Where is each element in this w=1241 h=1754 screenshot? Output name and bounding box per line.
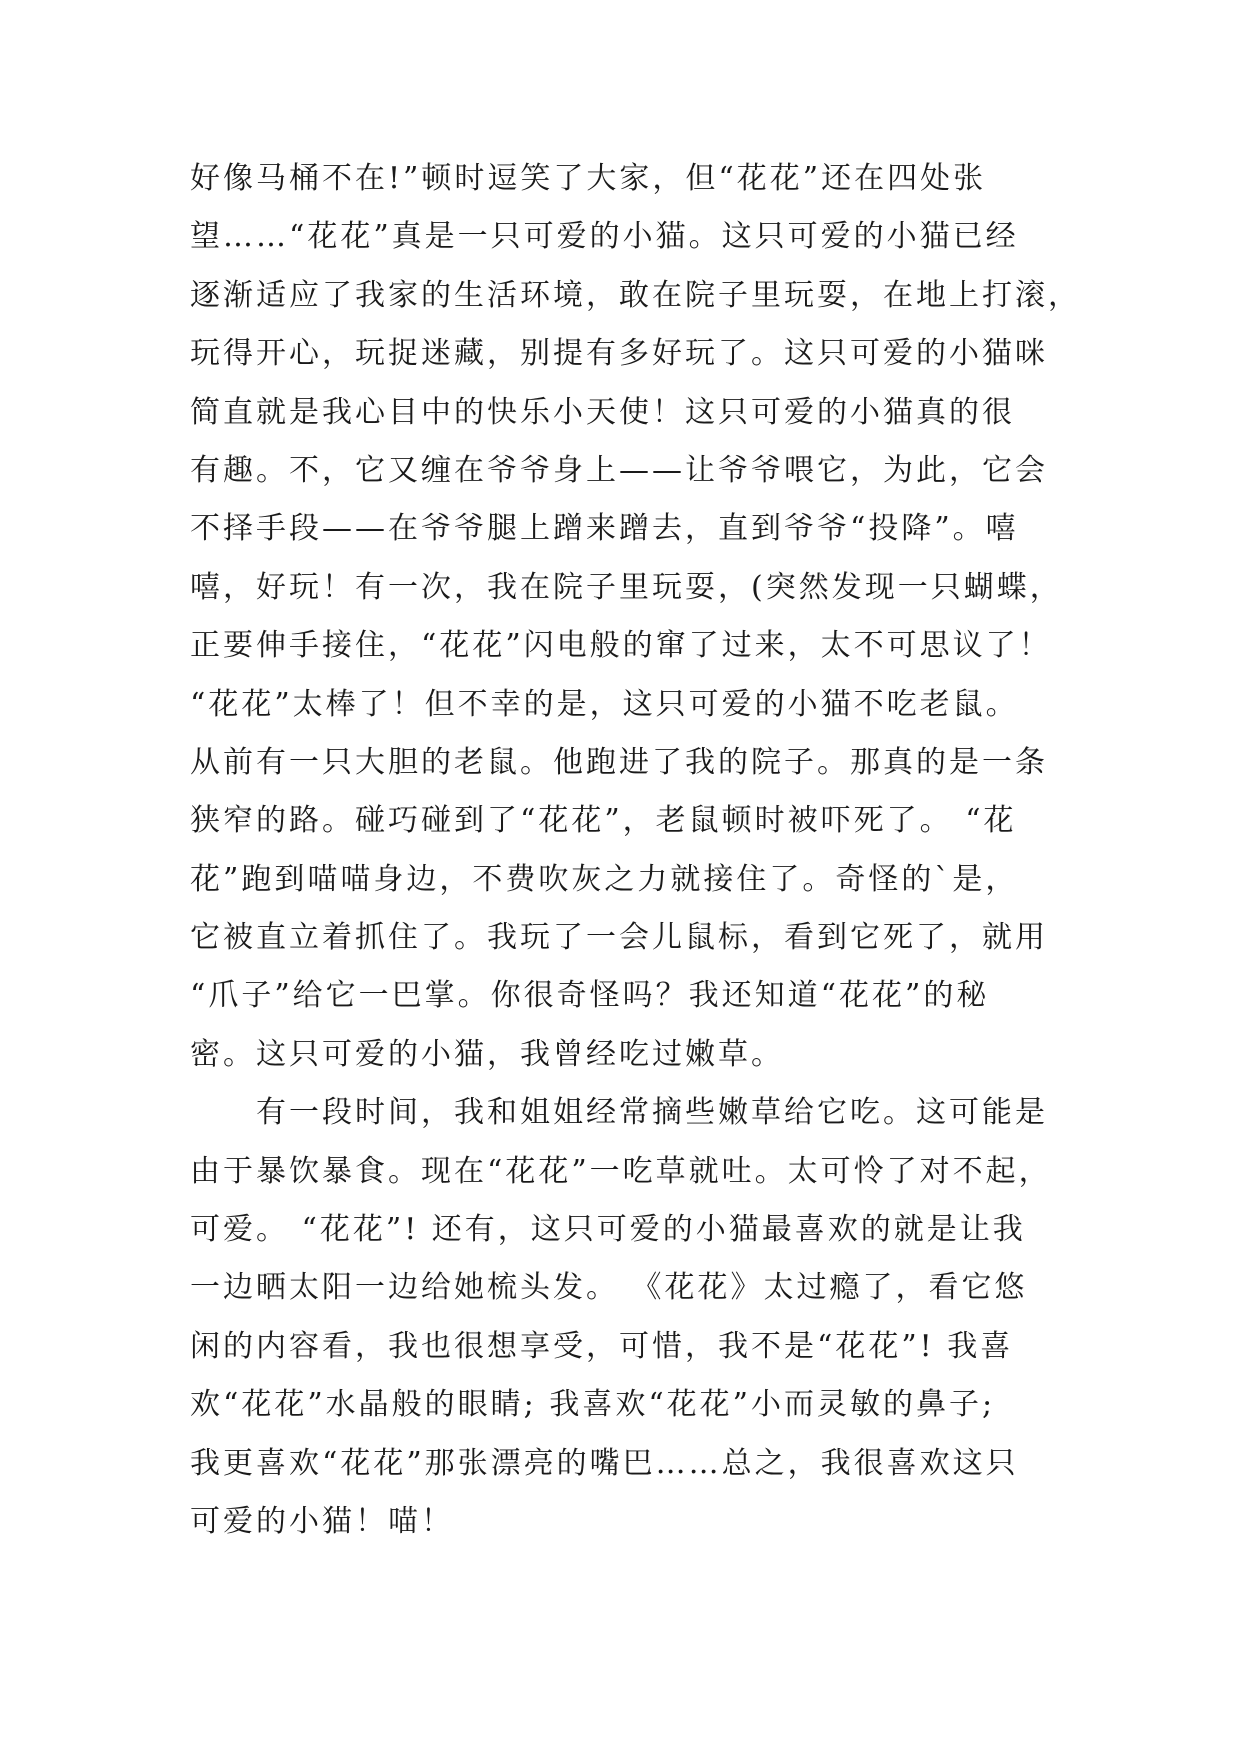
text-line: 可爱的小猫！喵！	[190, 1503, 454, 1539]
text-line: 闲的内容看，我也很想享受，可惜，我不是“花花”! 我喜	[190, 1328, 1014, 1364]
text-line: 好像马桶不在!”顿时逗笑了大家，但“花花”还在四处张	[190, 161, 987, 196]
text-line: 可爱。 “花花”! 还有，这只可爱的小猫最喜欢的就是让我	[190, 1212, 1026, 1248]
text-line: 一边晒太阳一边给她梳头发。 《花花》太过瘾了，看它悠	[190, 1270, 1028, 1306]
text-line: “爪子”给它一巴掌。你很奇怪吗？我还知道“花花”的秘	[190, 978, 990, 1014]
essay-text	[190, 150, 1090, 1551]
text-line: 密。这只可爱的小猫，我曾经吃过嫩草。	[190, 1036, 784, 1072]
text-line: “花花”太棒了！但不幸的是，这只可爱的小猫不吃老鼠。	[190, 686, 1019, 722]
text-line: 花”跑到喵喵身边，不费吹灰之力就接住了。奇怪的`是，	[190, 861, 1019, 897]
text-line: 有趣。不，它又缠在爷爷身上——让爷爷喂它，为此，它会	[190, 452, 1048, 488]
text-line: 欢“花花”水晶般的眼睛; 我喜欢“花花”小而灵敏的鼻子;	[190, 1387, 996, 1423]
text-line: 正要伸手接住，“花花”闪电般的窜了过来，太不可思议了！	[190, 628, 1052, 664]
text-line: 玩得开心，玩捉迷藏，别提有多好玩了。这只可爱的小猫咪	[190, 336, 1048, 372]
text-line: 不择手段——在爷爷腿上蹭来蹭去，直到爷爷“投降”。嘻	[190, 511, 1019, 547]
text-line: 望……“花花”真是一只可爱的小猫。这只可爱的小猫已经	[190, 219, 1019, 255]
text-line: 由于暴饮暴食。现在“花花”一吃草就吐。太可怜了对不起，	[190, 1153, 1052, 1189]
text-line: 狭窄的路。碰巧碰到了“花花”，老鼠顿时被吓死了。 “花	[190, 803, 1017, 839]
text-line: 嘻，好玩！有一次，我在院子里玩耍，(突然发现一只蝴蝶，	[190, 569, 1063, 605]
text-line: 它被直立着抓住了。我玩了一会儿鼠标，看到它死了，就用	[190, 920, 1048, 956]
text-line: 从前有一只大胆的老鼠。他跑进了我的院子。那真的是一条	[190, 744, 1048, 780]
text-line: 简直就是我心目中的快乐小天使！这只可爱的小猫真的很	[190, 394, 1015, 430]
text-line: 逐渐适应了我家的生活环境，敢在院子里玩耍，在地上打滚，	[190, 277, 1081, 313]
text-line: 我更喜欢“花花”那张漂亮的嘴巴……总之，我很喜欢这只	[190, 1445, 1019, 1481]
paragraph-start-line: 有一段时间，我和姐姐经常摘些嫩草给它吃。这可能是	[256, 1095, 1048, 1131]
